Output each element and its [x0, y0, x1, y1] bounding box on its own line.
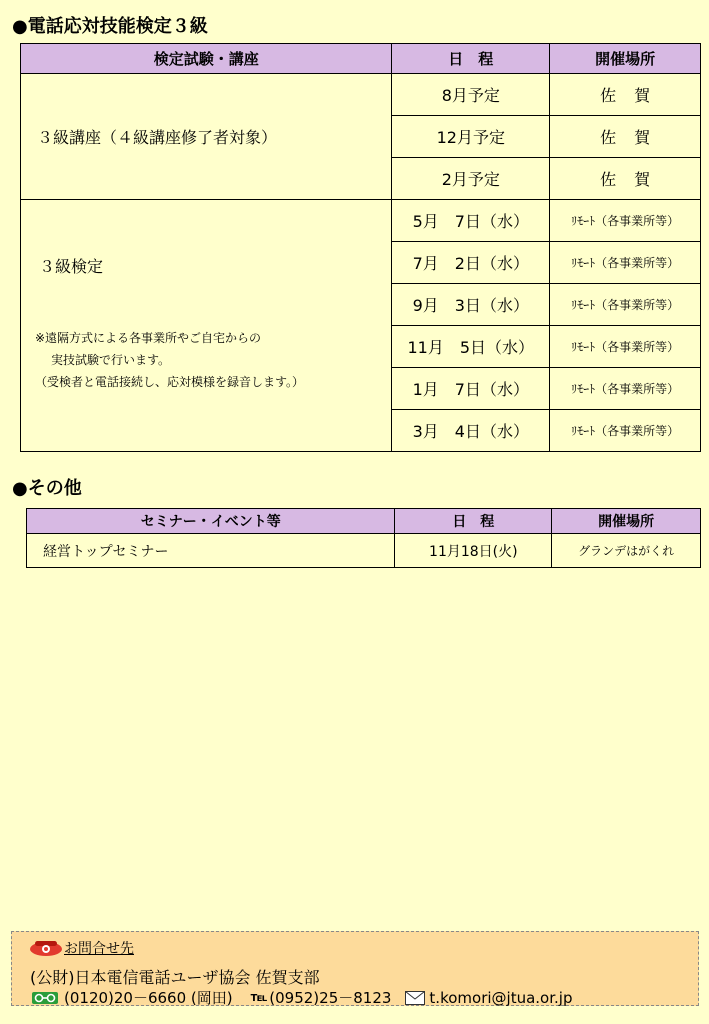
event-table — [26, 508, 701, 568]
exam-note-line: （受検者と電話接続し、応対模様を録音します。） — [35, 375, 305, 389]
exam-name: ３級検定 — [39, 257, 104, 276]
contact-heading — [28, 938, 134, 958]
exam-place: ﾘﾓｰﾄ（各事業所等） — [550, 242, 701, 284]
section-title-exam: ●電話応対技能検定３級 — [12, 16, 208, 37]
contact-box — [11, 931, 699, 1006]
header-event: セミナー・イベント等 — [27, 509, 395, 534]
mail-icon — [405, 991, 425, 1005]
exam-place: ﾘﾓｰﾄ（各事業所等） — [550, 284, 701, 326]
exam-date: 11月 5日（水） — [392, 326, 550, 368]
exam-date: 5月 7日（水） — [392, 200, 550, 242]
contact-heading-label: お問合せ先 — [64, 941, 134, 957]
event-place: グランデはがくれ — [552, 534, 701, 568]
course-name-cell: ３級講座（４級講座修了者対象） — [21, 74, 392, 200]
exam-place: ﾘﾓｰﾄ（各事業所等） — [550, 326, 701, 368]
contact-line — [32, 987, 572, 1008]
section-title-other: ●その他 — [12, 478, 82, 499]
header-course: 検定試験・講座 — [21, 44, 392, 74]
course-place: 佐賀 — [550, 116, 701, 158]
header-date: 日 程 — [392, 44, 550, 74]
exam-note-line: 実技試験で行います。 — [51, 353, 171, 367]
tel-icon: ℡ — [250, 990, 268, 1005]
event-date: 11月18日(火) — [395, 534, 552, 568]
course-date: 8月予定 — [392, 74, 550, 116]
phone-icon — [28, 939, 64, 957]
table-header-row — [21, 44, 701, 74]
exam-place: ﾘﾓｰﾄ（各事業所等） — [550, 410, 701, 452]
exam-date: 9月 3日（水） — [392, 284, 550, 326]
exam-date: 3月 4日（水） — [392, 410, 550, 452]
course-place: 佐賀 — [550, 74, 701, 116]
contact-organization: (公財)日本電信電話ユーザ協会 佐賀支部 — [30, 968, 320, 987]
freedial-icon — [32, 992, 58, 1004]
table-row — [21, 74, 701, 116]
exam-note-line: ※遠隔方式による各事業所やご自宅からの — [35, 331, 262, 345]
course-date: 2月予定 — [392, 158, 550, 200]
exam-place: ﾘﾓｰﾄ（各事業所等） — [550, 368, 701, 410]
exam-date: 1月 7日（水） — [392, 368, 550, 410]
table-row — [21, 200, 701, 242]
exam-schedule-table — [20, 43, 701, 452]
course-date: 12月予定 — [392, 116, 550, 158]
exam-note — [35, 327, 391, 393]
course-place: 佐賀 — [550, 158, 701, 200]
email-address[interactable]: t.komori@jtua.or.jp — [429, 988, 573, 1007]
header-place: 開催場所 — [550, 44, 701, 74]
exam-name-cell — [21, 200, 392, 452]
event-name: 経営トップセミナー — [27, 534, 395, 568]
table-header-row — [27, 509, 701, 534]
header-date: 日 程 — [395, 509, 552, 534]
exam-date: 7月 2日（水） — [392, 242, 550, 284]
table-row — [27, 534, 701, 568]
tel-number: (0952)25－8123 — [269, 989, 392, 1007]
header-place: 開催場所 — [552, 509, 701, 534]
freedial-number: (0120)20－6660 (岡田) — [64, 989, 233, 1007]
exam-place: ﾘﾓｰﾄ（各事業所等） — [550, 200, 701, 242]
